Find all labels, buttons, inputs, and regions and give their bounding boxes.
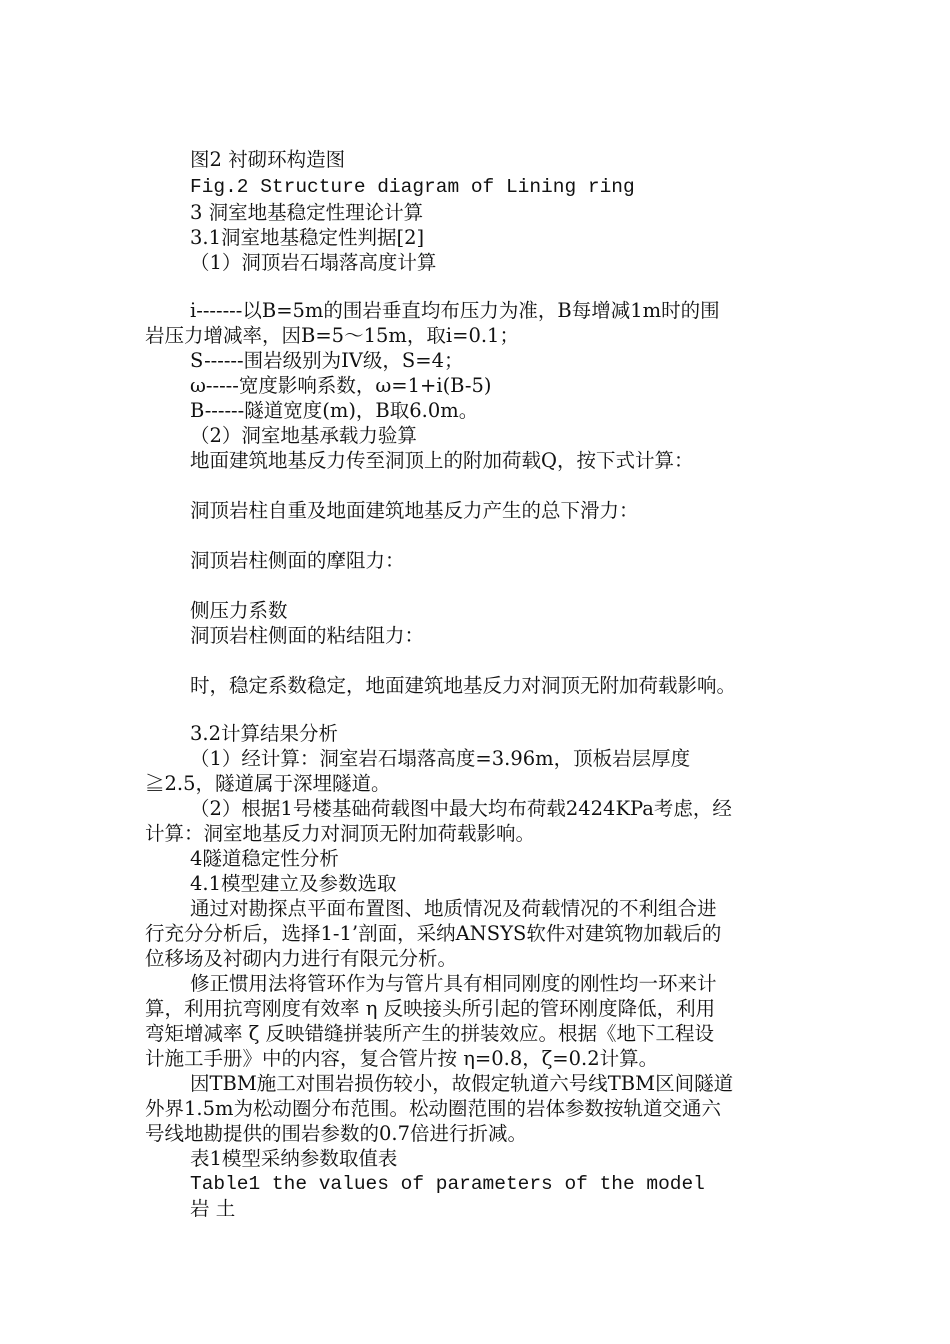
figure-caption-english: Fig.2 Structure diagram of Lining ring: [190, 176, 635, 198]
result-2: （2）根据1号楼基础荷载图中最大均布荷载2424KPa考虑，经: [190, 797, 732, 820]
paragraph-friction: 洞顶岩柱侧面的摩阻力：: [190, 549, 405, 572]
section-heading-3-2: 3.2计算结果分析: [190, 722, 339, 745]
paragraph-method-1: 修正惯用法将管环作为与管片具有相同刚度的刚性均一环来计: [190, 972, 717, 995]
paragraph-stability-conclusion: 时，稳定系数稳定，地面建筑地基反力对洞顶无附加荷载影响。: [190, 674, 737, 697]
section-heading-4-1: 4.1模型建立及参数选取: [190, 872, 397, 895]
paragraph-model-2: 行充分分析后，选择1-1’剖面，采纳ANSYS软件对建筑物加载后的: [145, 922, 722, 945]
definition-i-continued: 岩压力增减率，因B=5～15m，取i=0.1；: [145, 324, 519, 347]
paragraph-additional-load: 地面建筑地基反力传至洞顶上的附加荷载Q，按下式计算：: [190, 449, 694, 472]
paragraph-tbm-2: 外界1.5m为松动圈分布范围。松动圈范围的岩体参数按轨道交通六: [145, 1097, 722, 1120]
result-1-continued: ≧2.5，隧道属于深埋隧道。: [145, 772, 391, 795]
paragraph-model-1: 通过对勘探点平面布置图、地质情况及荷载情况的不利组合进: [190, 897, 717, 920]
result-1: （1）经计算：洞室岩石塌落高度=3.96m，顶板岩层厚度: [190, 747, 691, 770]
definition-s: S------围岩级别为IV级，S=4；: [190, 349, 464, 372]
paragraph-tbm-3: 号线地勘提供的围岩参数的0.7倍进行折减。: [145, 1122, 528, 1145]
table-caption: 表1模型采纳参数取值表: [190, 1147, 398, 1170]
paragraph-sliding-force: 洞顶岩柱自重及地面建筑地基反力产生的总下滑力：: [190, 499, 639, 522]
definition-i: i-------以B=5m的围岩垂直均布压力为准，B每增减1m时的围: [190, 299, 720, 322]
table-header-rock-soil: 岩 土: [190, 1197, 236, 1220]
paragraph-model-3: 位移场及衬砌内力进行有限元分析。: [145, 947, 458, 970]
subheading-collapse-height: （1）洞顶岩石塌落高度计算: [190, 251, 437, 274]
paragraph-method-4: 计施工手册》中的内容，复合管片按 η=0.8，ζ=0.2计算。: [145, 1047, 659, 1070]
definition-b: B------隧道宽度(m)，B取6.0m。: [190, 399, 479, 422]
figure-caption: 图2 衬砌环构造图: [190, 148, 346, 171]
section-heading-3-1: 3.1洞室地基稳定性判据[2]: [190, 226, 425, 249]
subheading-bearing-capacity: （2）洞室地基承载力验算: [190, 424, 417, 447]
paragraph-bond-resistance: 洞顶岩柱侧面的粘结阻力：: [190, 624, 425, 647]
paragraph-method-3: 弯矩增减率 ζ 反映错缝拼装所产生的拼装效应。根据《地下工程设: [145, 1022, 714, 1045]
section-heading-3: 3 洞室地基稳定性理论计算: [190, 201, 424, 224]
paragraph-method-2: 算，利用抗弯刚度有效率 η 反映接头所引起的管环刚度降低，利用: [145, 997, 716, 1020]
result-2-continued: 计算：洞室地基反力对洞顶无附加荷载影响。: [145, 822, 536, 845]
section-heading-4: 4隧道稳定性分析: [190, 847, 339, 870]
paragraph-tbm-1: 因TBM施工对围岩损伤较小，故假定轨道六号线TBM区间隧道: [190, 1072, 734, 1095]
paragraph-lateral-pressure: 侧压力系数: [190, 599, 288, 622]
table-caption-english: Table1 the values of parameters of the model: [190, 1173, 705, 1195]
definition-omega: ω-----宽度影响系数，ω=1+i(B-5): [190, 374, 492, 397]
